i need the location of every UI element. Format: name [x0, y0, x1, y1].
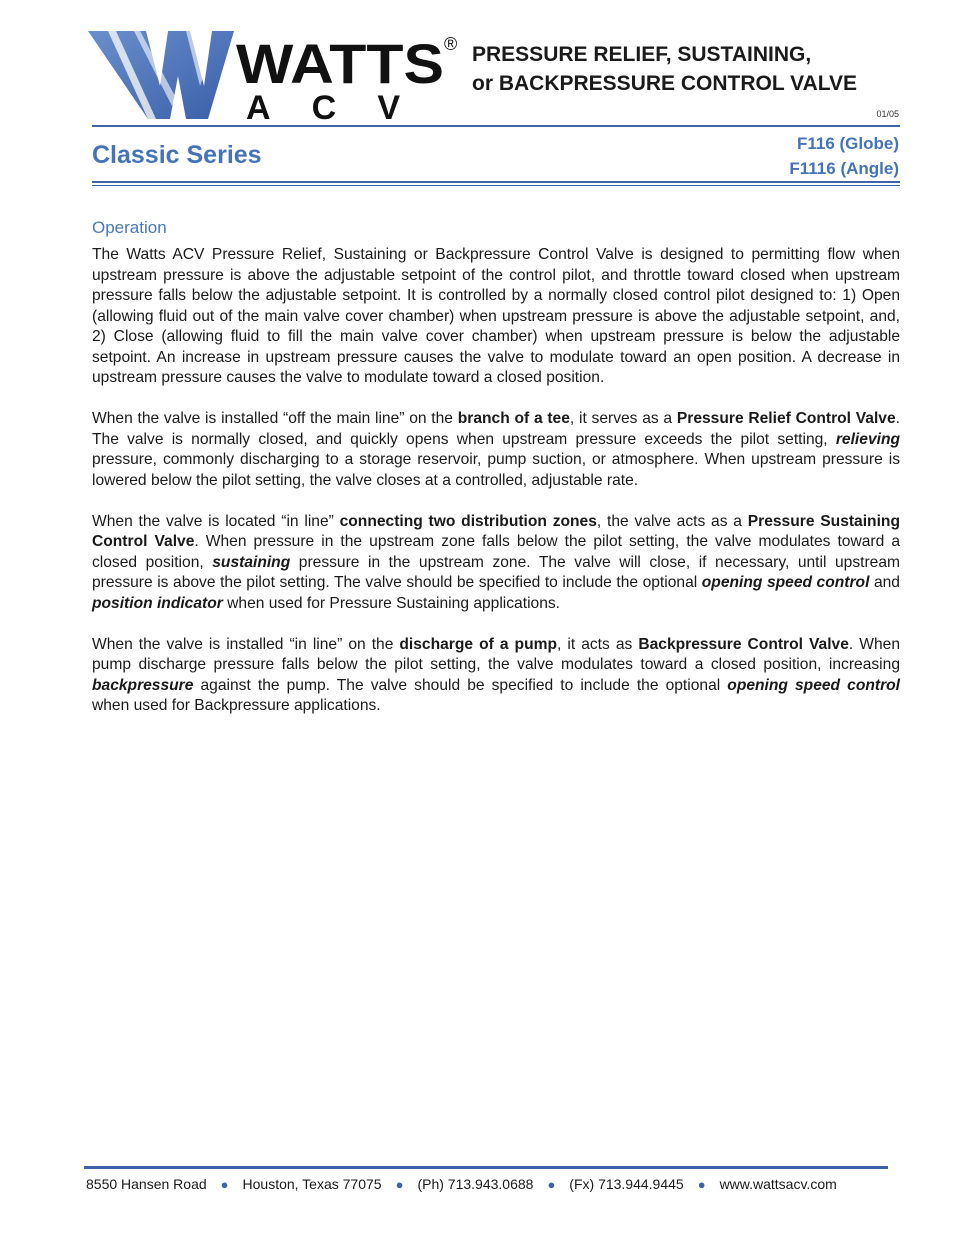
footer-website-link[interactable]: www.wattsacv.com	[719, 1176, 837, 1192]
text-run: . The valve is normally closed, and quickly opens when upstream pressure exceeds the pilot setting,	[92, 410, 900, 448]
bold-phrase: Backpressure Control Valve	[638, 635, 849, 653]
bold-phrase: Pressure Sustaining Control Valve	[92, 512, 900, 550]
text-run: When the valve is installed “in line” on the	[92, 635, 400, 653]
text-run: , it serves as a	[569, 410, 677, 427]
header-rule-top	[92, 125, 900, 127]
text-run: . When pressure in the upstream zone falls below the pilot setting, the valve modulates toward a closed position,	[92, 533, 900, 571]
footer-separator: ●	[697, 1176, 706, 1192]
paragraph	[92, 409, 900, 491]
text-run: , it acts as	[557, 635, 639, 653]
model-globe: F116 (Globe)	[796, 134, 899, 153]
header-rule-mid	[92, 181, 900, 183]
text-run: The Watts ACV Pressure Relief, Sustaining or Backpressure Control Valve is designed to permitting flow when upstream pressure is above the adjustable setpoint of the control pilot, and throttle toward closed when upstream pressure falls below the adjustable setpoint. It is controlled by a normally closed control pilot designed to: 1) Open (allowing fluid out of the main valve cover chamber) when upstream pressure is above the adjustable setpoint, and, 2) Close (allowing fluid to fill the main valve cover chamber) when upstream pressure is below the adjustable setpoint. An increase in upstream pressure causes the valve to modulate toward an open position. A decrease in upstream pressure causes the valve to modulate toward a closed position.	[92, 246, 900, 386]
text-run: pressure in the upstream zone. The valve will close, if necessary, until upstream pressure is above the pilot setting. The valve should be specified to include the optional	[92, 553, 900, 591]
paragraph	[92, 245, 900, 389]
text-run: , the valve acts as a	[596, 512, 748, 530]
text-run: . When pump discharge pressure falls below the pilot setting, the valve modulates toward a closed position, increasing	[92, 635, 900, 673]
emphasis-phrase: relieving	[835, 430, 900, 448]
text-run: when used for Pressure Sustaining applications.	[222, 594, 561, 612]
text-run: When the valve is installed “off the main line” on the	[92, 410, 458, 427]
bold-phrase: Pressure Relief Control Valve	[676, 410, 896, 427]
section-heading: Operation	[92, 218, 167, 237]
footer-city: Houston, Texas 77075	[242, 1176, 382, 1192]
text-run: When the valve is located “in line”	[92, 512, 340, 530]
footer-phone: (Ph) 713.943.0688	[417, 1176, 534, 1192]
document-title-line1: PRESSURE RELIEF, SUSTAINING,	[472, 43, 812, 66]
footer-separator: ●	[220, 1176, 229, 1192]
date-code: 01/05	[876, 109, 899, 119]
bold-phrase: connecting two distribution zones	[339, 512, 597, 530]
text-run: and	[869, 574, 900, 591]
bold-phrase: discharge of a pump	[399, 635, 558, 653]
header-rule-bottom	[92, 185, 900, 186]
footer-rule	[84, 1166, 888, 1169]
footer-separator: ●	[395, 1176, 404, 1192]
document-title-line2: or BACKPRESSURE CONTROL VALVE	[472, 72, 858, 95]
emphasis-phrase: position indicator	[92, 594, 223, 612]
watts-acv-logo	[86, 28, 466, 122]
footer-separator: ●	[547, 1176, 556, 1192]
text-run: against the pump. The valve should be specified to include the optional	[193, 676, 728, 694]
logo-brand: WATTS	[236, 32, 444, 95]
model-list	[789, 131, 899, 181]
footer-fax: (Fx) 713.944.9445	[569, 1176, 684, 1192]
body-text	[92, 245, 900, 737]
emphasis-phrase: opening speed control	[727, 676, 900, 694]
emphasis-phrase: opening speed control	[701, 574, 870, 591]
series-title: Classic Series	[92, 141, 262, 169]
text-run: when used for Backpressure applications.	[92, 697, 381, 714]
footer	[86, 1176, 888, 1192]
text-run: pressure, commonly discharging to a storage reservoir, pump suction, or atmosphere. When upstream pressure is lowered below the pilot setting, the valve closes at a controlled, adjustable rate.	[92, 451, 900, 489]
document-title	[472, 40, 902, 98]
registered-mark: ®	[444, 34, 458, 54]
paragraph	[92, 635, 900, 717]
model-angle: F1116 (Angle)	[789, 159, 899, 178]
logo-sub: ACV	[246, 89, 436, 122]
paragraph	[92, 512, 900, 615]
bold-phrase: branch of a tee	[457, 410, 570, 427]
emphasis-phrase: sustaining	[212, 553, 291, 571]
emphasis-phrase: backpressure	[92, 676, 194, 694]
footer-address: 8550 Hansen Road	[86, 1176, 207, 1192]
